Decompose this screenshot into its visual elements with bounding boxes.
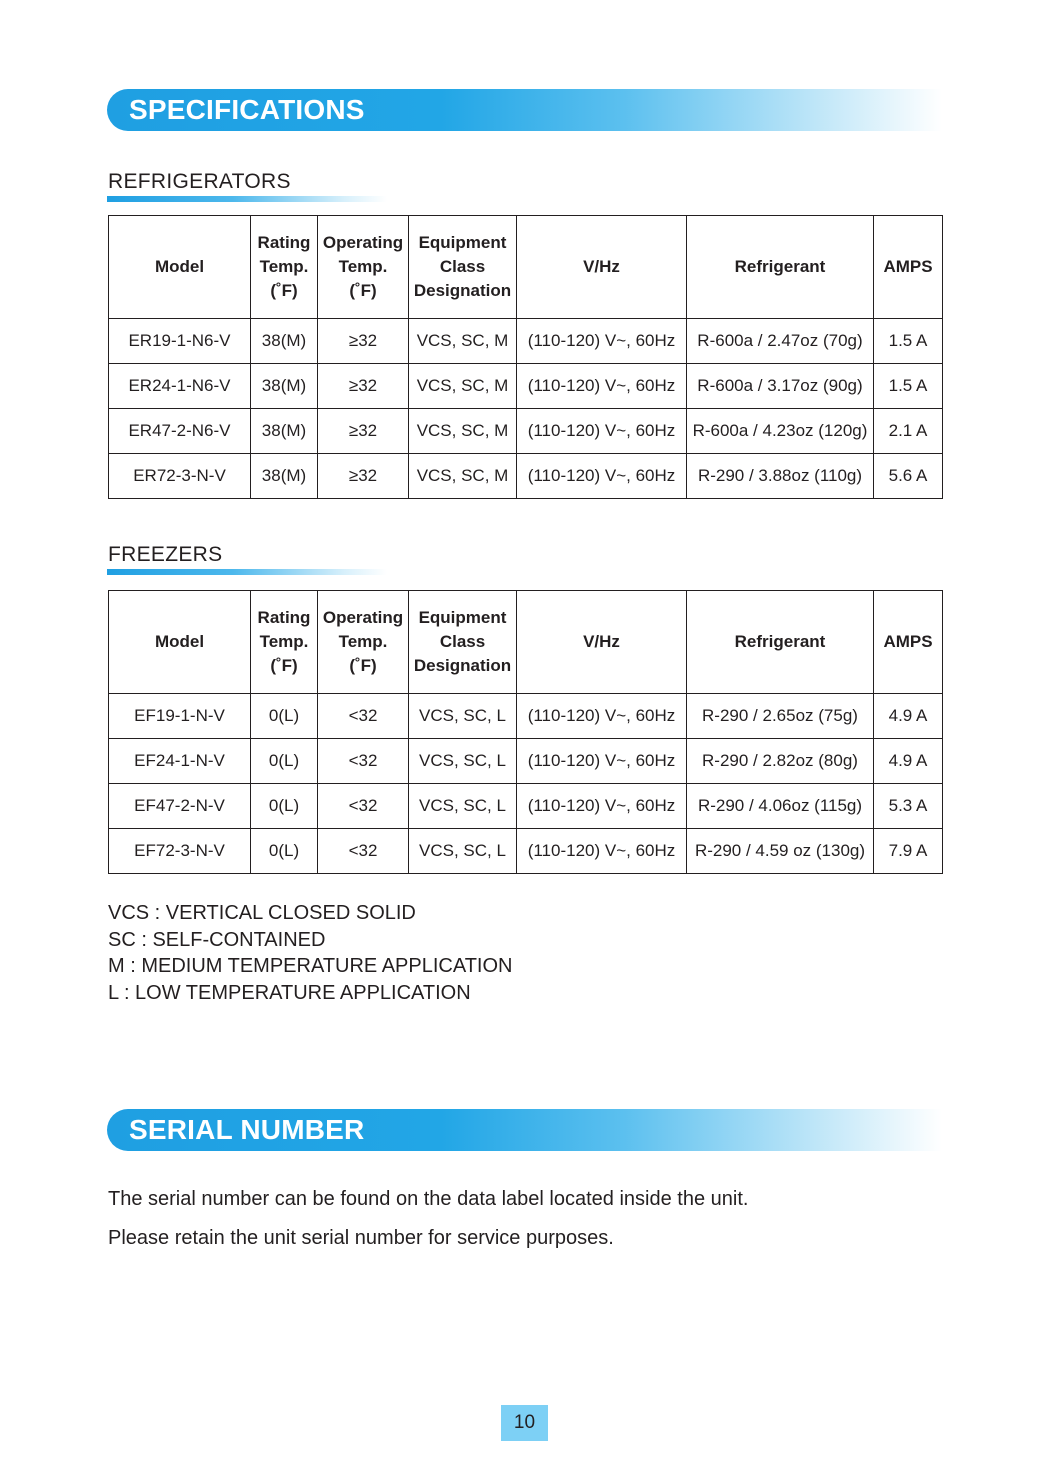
table-row bbox=[109, 409, 943, 454]
cell-vhz: (110-120) V~, 60Hz bbox=[517, 739, 687, 784]
header-refrigerant: Refrigerant bbox=[687, 216, 874, 319]
serial-number-banner bbox=[107, 1109, 942, 1151]
table-row bbox=[109, 784, 943, 829]
header-amps: AMPS bbox=[874, 591, 943, 694]
cell-equipment: VCS, SC, M bbox=[409, 454, 517, 499]
cell-rating: 38(M) bbox=[251, 364, 318, 409]
table-header-row bbox=[109, 591, 943, 694]
cell-rating: 0(L) bbox=[251, 694, 318, 739]
cell-rating: 38(M) bbox=[251, 409, 318, 454]
cell-amps: 4.9 A bbox=[874, 739, 943, 784]
cell-model: EF47-2-N-V bbox=[109, 784, 251, 829]
cell-refrigerant: R-290 / 2.65oz (75g) bbox=[687, 694, 874, 739]
refrigerators-heading: REFRIGERATORS bbox=[108, 170, 291, 193]
header-rating-temp: Rating Temp. (˚F) bbox=[251, 216, 318, 319]
header-equipment-class: Equipment Class Designation bbox=[409, 591, 517, 694]
refrigerators-table bbox=[108, 215, 943, 499]
cell-model: EF19-1-N-V bbox=[109, 694, 251, 739]
legend-item: M : MEDIUM TEMPERATURE APPLICATION bbox=[108, 955, 513, 977]
cell-equipment: VCS, SC, L bbox=[409, 829, 517, 874]
cell-equipment: VCS, SC, L bbox=[409, 694, 517, 739]
table-row bbox=[109, 829, 943, 874]
legend-item: SC : SELF-CONTAINED bbox=[108, 928, 326, 951]
cell-vhz: (110-120) V~, 60Hz bbox=[517, 694, 687, 739]
freezers-heading: FREEZERS bbox=[108, 543, 223, 566]
header-refrigerant: Refrigerant bbox=[687, 591, 874, 694]
cell-rating: 0(L) bbox=[251, 784, 318, 829]
cell-operating: <32 bbox=[318, 829, 409, 874]
abbreviation-legend bbox=[108, 900, 513, 1006]
cell-refrigerant: R-290 / 4.06oz (115g) bbox=[687, 784, 874, 829]
cell-operating: ≥32 bbox=[318, 364, 409, 409]
refrigerators-underline bbox=[107, 196, 387, 202]
cell-refrigerant: R-600a / 2.47oz (70g) bbox=[687, 319, 874, 364]
header-operating-temp: Operating Temp. (˚F) bbox=[318, 591, 409, 694]
cell-amps: 1.5 A bbox=[874, 364, 943, 409]
cell-refrigerant: R-600a / 3.17oz (90g) bbox=[687, 364, 874, 409]
cell-rating: 38(M) bbox=[251, 454, 318, 499]
specifications-banner bbox=[107, 89, 942, 131]
cell-model: ER24-1-N6-V bbox=[109, 364, 251, 409]
table-row bbox=[109, 739, 943, 784]
cell-rating: 0(L) bbox=[251, 739, 318, 784]
header-rating-temp: Rating Temp. (˚F) bbox=[251, 591, 318, 694]
cell-model: EF72-3-N-V bbox=[109, 829, 251, 874]
cell-refrigerant: R-290 / 3.88oz (110g) bbox=[687, 454, 874, 499]
cell-amps: 5.3 A bbox=[874, 784, 943, 829]
cell-refrigerant: R-290 / 4.59 oz (130g) bbox=[687, 829, 874, 874]
cell-refrigerant: R-600a / 4.23oz (120g) bbox=[687, 409, 874, 454]
serial-paragraph-2: Please retain the unit serial number for service purposes. bbox=[108, 1227, 614, 1249]
serial-number-title: SERIAL NUMBER bbox=[129, 1114, 365, 1145]
freezers-table bbox=[108, 590, 943, 874]
cell-equipment: VCS, SC, L bbox=[409, 784, 517, 829]
cell-amps: 1.5 A bbox=[874, 319, 943, 364]
header-vhz: V/Hz bbox=[517, 591, 687, 694]
table-row bbox=[109, 319, 943, 364]
specifications-title: SPECIFICATIONS bbox=[129, 94, 365, 125]
cell-vhz: (110-120) V~, 60Hz bbox=[517, 364, 687, 409]
header-vhz: V/Hz bbox=[517, 216, 687, 319]
cell-rating: 38(M) bbox=[251, 319, 318, 364]
cell-model: ER72-3-N-V bbox=[109, 454, 251, 499]
cell-refrigerant: R-290 / 2.82oz (80g) bbox=[687, 739, 874, 784]
cell-model: ER47-2-N6-V bbox=[109, 409, 251, 454]
table-row bbox=[109, 454, 943, 499]
cell-vhz: (110-120) V~, 60Hz bbox=[517, 829, 687, 874]
cell-equipment: VCS, SC, L bbox=[409, 739, 517, 784]
header-model: Model bbox=[109, 216, 251, 319]
cell-rating: 0(L) bbox=[251, 829, 318, 874]
cell-vhz: (110-120) V~, 60Hz bbox=[517, 409, 687, 454]
cell-operating: ≥32 bbox=[318, 319, 409, 364]
header-model: Model bbox=[109, 591, 251, 694]
cell-amps: 2.1 A bbox=[874, 409, 943, 454]
header-operating-temp: Operating Temp. (˚F) bbox=[318, 216, 409, 319]
table-header-row bbox=[109, 216, 943, 319]
legend-item: L : LOW TEMPERATURE APPLICATION bbox=[108, 981, 471, 1004]
cell-operating: <32 bbox=[318, 784, 409, 829]
cell-amps: 7.9 A bbox=[874, 829, 943, 874]
cell-amps: 4.9 A bbox=[874, 694, 943, 739]
cell-equipment: VCS, SC, M bbox=[409, 319, 517, 364]
legend-item: VCS : VERTICAL CLOSED SOLID bbox=[108, 902, 416, 924]
freezers-underline bbox=[107, 569, 387, 575]
cell-operating: <32 bbox=[318, 739, 409, 784]
table-row bbox=[109, 694, 943, 739]
cell-equipment: VCS, SC, M bbox=[409, 409, 517, 454]
cell-amps: 5.6 A bbox=[874, 454, 943, 499]
table-row bbox=[109, 364, 943, 409]
page-number: 10 bbox=[501, 1405, 548, 1441]
cell-operating: <32 bbox=[318, 694, 409, 739]
cell-operating: ≥32 bbox=[318, 454, 409, 499]
cell-model: ER19-1-N6-V bbox=[109, 319, 251, 364]
serial-paragraph-1: The serial number can be found on the data label located inside the unit. bbox=[108, 1188, 749, 1210]
cell-vhz: (110-120) V~, 60Hz bbox=[517, 454, 687, 499]
header-amps: AMPS bbox=[874, 216, 943, 319]
cell-model: EF24-1-N-V bbox=[109, 739, 251, 784]
cell-operating: ≥32 bbox=[318, 409, 409, 454]
header-equipment-class: Equipment Class Designation bbox=[409, 216, 517, 319]
cell-vhz: (110-120) V~, 60Hz bbox=[517, 784, 687, 829]
cell-vhz: (110-120) V~, 60Hz bbox=[517, 319, 687, 364]
cell-equipment: VCS, SC, M bbox=[409, 364, 517, 409]
